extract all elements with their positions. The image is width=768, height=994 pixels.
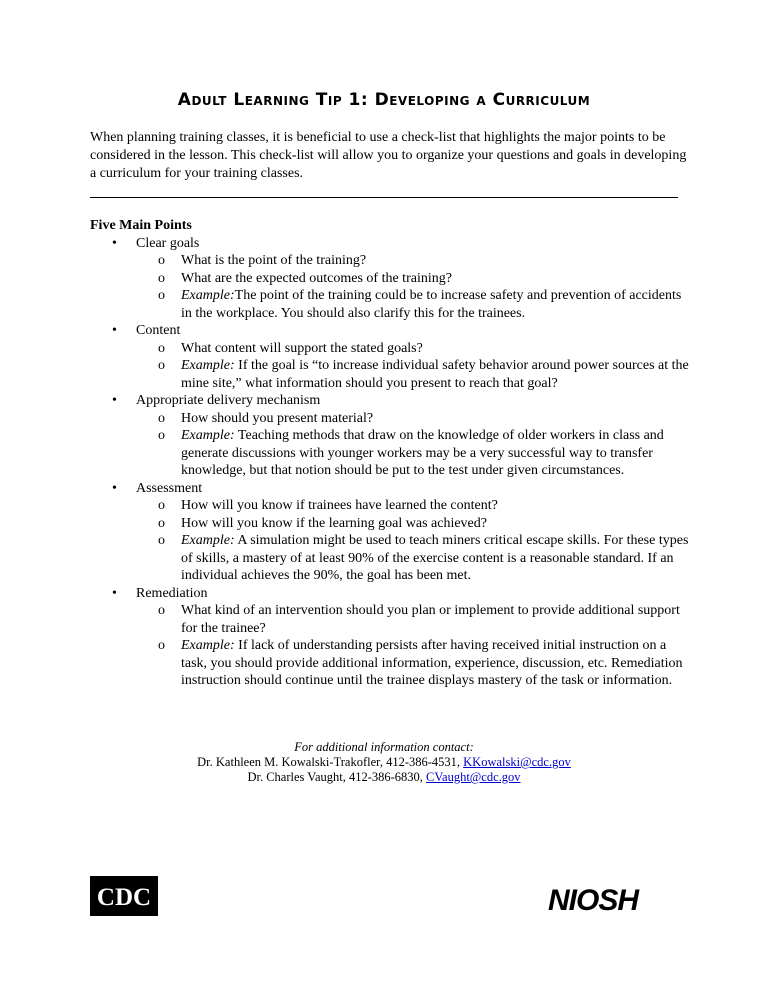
sub-item-text: The point of the training could be to increase safety and prevention of accidents in the workplace. You should also clarify this for the trainees. bbox=[181, 288, 682, 321]
contact-block bbox=[0, 740, 768, 785]
sub-item bbox=[136, 270, 690, 288]
points-list bbox=[90, 235, 690, 690]
point-item bbox=[90, 322, 690, 392]
email-link-2[interactable]: CVaught@cdc.gov bbox=[426, 770, 521, 784]
sub-item-text: What content will support the stated goals? bbox=[181, 340, 423, 356]
sub-bullet-icon: o bbox=[158, 410, 165, 426]
example-label: Example: bbox=[181, 288, 235, 303]
sub-item bbox=[136, 515, 690, 533]
cdc-logo-text: CDC bbox=[96, 884, 152, 911]
sub-item-text: What kind of an intervention should you plan or implement to provide additional support for the trainee? bbox=[181, 603, 680, 636]
sub-list bbox=[136, 340, 690, 393]
point-label: Assessment bbox=[136, 480, 203, 496]
point-label: Remediation bbox=[136, 585, 208, 601]
sub-item-text: What are the expected outcomes of the training? bbox=[181, 270, 452, 286]
sub-bullet-icon: o bbox=[158, 340, 165, 356]
divider bbox=[90, 197, 678, 198]
sub-item-text: How will you know if trainees have learned the content? bbox=[181, 498, 498, 513]
point-label: Appropriate delivery mechanism bbox=[136, 393, 321, 408]
email-link-1[interactable]: KKowalski@cdc.gov bbox=[463, 755, 571, 769]
bullet-icon: • bbox=[112, 235, 117, 251]
sub-item-text: Teaching methods that draw on the knowledge of older workers in class and generate discussions with younger workers may be a very successful way to transfer knowledge, but that notion should be put to the test under given circumstances. bbox=[181, 428, 664, 478]
point-label: Clear goals bbox=[136, 235, 200, 251]
sub-item-text: What is the point of the training? bbox=[181, 253, 367, 268]
point-item bbox=[90, 392, 690, 480]
sub-item bbox=[136, 252, 690, 270]
sub-item-text: A simulation might be used to teach miners critical escape skills. For these types of skills, a mastery of at least 90% of the exercise content is a reasonable standard. If an individual achieves the 90%, the goal has been met. bbox=[181, 533, 689, 583]
contact-line-2 bbox=[0, 770, 768, 785]
sub-bullet-icon: o bbox=[158, 603, 165, 618]
contact-person-2: Dr. Charles Vaught, 412-386-6830, bbox=[247, 770, 427, 784]
sub-item bbox=[136, 410, 690, 428]
niosh-logo-text: NIOSH bbox=[548, 884, 639, 915]
example-label: Example: bbox=[181, 638, 235, 653]
point-label: Content bbox=[136, 323, 181, 338]
sub-bullet-icon: o bbox=[158, 498, 165, 513]
contact-line-1 bbox=[0, 755, 768, 770]
sub-item bbox=[136, 427, 690, 480]
example-label: Example: bbox=[181, 358, 235, 373]
sub-bullet-icon: o bbox=[158, 270, 165, 286]
sub-bullet-icon: o bbox=[158, 428, 165, 443]
sub-item bbox=[136, 340, 690, 358]
page-title: Adult Learning Tip 1: Developing a Curriculum bbox=[177, 90, 591, 110]
sub-list bbox=[136, 410, 690, 480]
sub-item-text: If lack of understanding persists after having received initial instruction on a task, you should provide additional information, experience, discussion, etc. Remediation instruction should continue until the trainee displays mastery of the task or information. bbox=[181, 638, 683, 688]
sub-item bbox=[136, 602, 690, 637]
contact-intro: For additional information contact: bbox=[294, 740, 474, 754]
sub-bullet-icon: o bbox=[158, 358, 165, 373]
cdc-logo bbox=[90, 876, 158, 916]
sub-list bbox=[136, 602, 690, 690]
example-label: Example: bbox=[181, 428, 235, 443]
point-item bbox=[90, 480, 690, 585]
intro-paragraph: When planning training classes, it is beneficial to use a check-list that highlights the major points to be considered in the lesson. This check-list will allow you to organize your questions and goals in developing a curriculum for your training classes. bbox=[90, 130, 687, 181]
sub-item bbox=[136, 532, 690, 585]
bullet-icon: • bbox=[112, 480, 117, 496]
sub-item bbox=[136, 287, 690, 322]
sub-list bbox=[136, 252, 690, 322]
sub-bullet-icon: o bbox=[158, 533, 165, 548]
contact-person-1: Dr. Kathleen M. Kowalski-Trakofler, 412-386-4531, bbox=[197, 755, 464, 769]
section-heading: Five Main Points bbox=[90, 218, 192, 233]
sub-bullet-icon: o bbox=[158, 515, 165, 531]
niosh-logo bbox=[546, 883, 668, 915]
bullet-icon: • bbox=[112, 393, 117, 408]
sub-item-text: How will you know if the learning goal was achieved? bbox=[181, 515, 487, 531]
sub-bullet-icon: o bbox=[158, 288, 165, 303]
sub-list bbox=[136, 497, 690, 585]
sub-bullet-icon: o bbox=[158, 638, 165, 653]
sub-item bbox=[136, 357, 690, 392]
point-item bbox=[90, 235, 690, 323]
sub-item bbox=[136, 637, 690, 690]
sub-bullet-icon: o bbox=[158, 253, 165, 268]
example-label: Example: bbox=[181, 533, 235, 548]
main-content bbox=[90, 217, 690, 690]
bullet-icon: • bbox=[112, 585, 117, 601]
bullet-icon: • bbox=[112, 323, 117, 338]
sub-item-text: How should you present material? bbox=[181, 410, 374, 426]
point-item bbox=[90, 585, 690, 690]
sub-item bbox=[136, 497, 690, 515]
sub-item-text: If the goal is “to increase individual safety behavior around power sources at the mine site,” what information should you present to reach that goal? bbox=[181, 358, 689, 391]
